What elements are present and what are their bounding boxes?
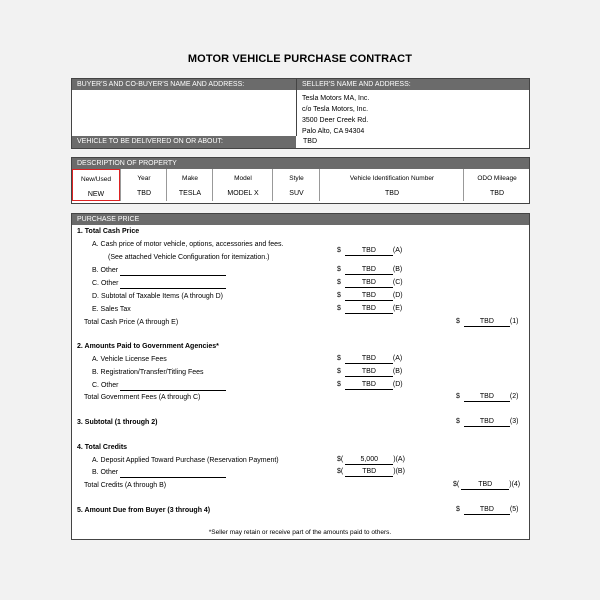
s5-value[interactable]: TBD — [464, 505, 510, 515]
s4-b-amount — [337, 467, 405, 477]
s1-b-value[interactable]: TBD — [345, 265, 393, 275]
s4-a-label: A. Deposit Applied Toward Purchase (Reservation Payment) — [92, 457, 279, 464]
s4-a-amount — [337, 455, 405, 465]
s4-title: 4. Total Credits — [77, 444, 128, 451]
s1-c-value[interactable]: TBD — [345, 278, 393, 288]
s1-c-label — [92, 279, 226, 289]
property-value-year: TBD — [137, 190, 151, 197]
s4-b-tag: )(B) — [393, 468, 405, 475]
s4-total-label: Total Credits (A through B) — [84, 482, 167, 489]
seller-line: 3500 Deer Creek Rd. — [302, 117, 369, 124]
s3-title: 3. Subtotal (1 through 2) — [77, 419, 158, 426]
s1-a2-label: (See attached Vehicle Configuration for itemization.) — [108, 254, 270, 261]
s3-amount — [456, 417, 518, 427]
dollar-sign: $( — [453, 481, 460, 488]
s5-title: 5. Amount Due from Buyer (3 through 4) — [77, 507, 211, 514]
s1-b-tag: (B) — [392, 266, 403, 273]
s2-c-text: C. Other — [92, 382, 119, 389]
dollar-sign: $ — [337, 355, 341, 362]
dollar-sign: $ — [337, 247, 341, 254]
s3-value[interactable]: TBD — [464, 417, 510, 427]
s4-a-value[interactable]: 5,000 — [345, 455, 393, 465]
dollar-sign: $( — [337, 456, 344, 463]
s4-b-label — [92, 468, 226, 478]
s4-b-value[interactable]: TBD — [345, 467, 393, 477]
property-header-make: Make — [182, 175, 198, 182]
s4-total-amount — [453, 480, 520, 490]
s2-a-amount — [337, 354, 402, 364]
s1-a-amount — [337, 246, 402, 256]
property-year — [120, 169, 167, 201]
s2-a-tag: (A) — [392, 355, 403, 362]
s1-e-tag: (E) — [392, 305, 403, 312]
s4-total-value[interactable]: TBD — [461, 480, 509, 490]
s1-d-amount — [337, 291, 403, 301]
s1-c-blank[interactable] — [120, 279, 226, 289]
property-vin — [319, 169, 464, 201]
s2-a-label: A. Vehicle License Fees — [92, 356, 167, 363]
s1-e-amount — [337, 304, 402, 314]
s1-total-amount — [456, 317, 518, 327]
s2-b-value[interactable]: TBD — [345, 367, 393, 377]
purchase-header: PURCHASE PRICE — [72, 214, 529, 225]
s2-c-tag: (D) — [392, 381, 403, 388]
s1-total-tag: (1) — [509, 318, 519, 325]
s2-total-value[interactable]: TBD — [464, 392, 510, 402]
s1-a-value[interactable]: TBD — [345, 246, 393, 256]
s1-b-amount — [337, 265, 402, 275]
s2-title: 2. Amounts Paid to Government Agencies* — [77, 343, 219, 350]
property-style — [272, 169, 320, 201]
property-header-newused: New/Used — [81, 176, 111, 183]
s3-tag: (3) — [509, 418, 519, 425]
dollar-sign: $ — [456, 318, 460, 325]
s2-b-label: B. Registration/Transfer/Titling Fees — [92, 369, 204, 376]
delivery-box — [71, 136, 530, 149]
s1-d-value[interactable]: TBD — [345, 291, 393, 301]
property-odo — [463, 169, 530, 201]
delivery-value: TBD — [303, 138, 317, 145]
buyer-header: BUYER'S AND CO-BUYER'S NAME AND ADDRESS: — [72, 79, 296, 90]
page-title: MOTOR VEHICLE PURCHASE CONTRACT — [187, 53, 413, 65]
property-value-model: MODEL X — [227, 190, 259, 197]
s1-c-tag: (C) — [392, 279, 403, 286]
s1-c-amount — [337, 278, 403, 288]
s2-b-tag: (B) — [392, 368, 403, 375]
dollar-sign: $ — [337, 292, 341, 299]
property-value-newused: NEW — [87, 191, 105, 198]
property-newused — [72, 169, 120, 201]
footnote: *Seller may retain or receive part of the amounts paid to others. — [208, 529, 392, 536]
dollar-sign: $ — [337, 381, 341, 388]
dollar-sign: $ — [456, 418, 460, 425]
property-box — [71, 157, 530, 204]
s1-c-text: C. Other — [92, 280, 119, 287]
dollar-sign: $( — [337, 468, 344, 475]
property-header-year: Year — [137, 175, 151, 182]
s2-c-value[interactable]: TBD — [345, 380, 393, 390]
s2-total-label: Total Government Fees (A through C) — [84, 394, 201, 401]
s4-b-blank[interactable] — [120, 468, 226, 478]
s1-a-tag: (A) — [392, 247, 403, 254]
s4-a-tag: )(A) — [393, 456, 405, 463]
s5-tag: (5) — [509, 506, 519, 513]
s2-total-tag: (2) — [509, 393, 519, 400]
property-value-odo: TBD — [490, 190, 504, 197]
seller-line: Tesla Motors MA, Inc. — [302, 95, 370, 102]
s1-d-label: D. Subtotal of Taxable Items (A through D) — [92, 293, 223, 300]
property-header-style: Style — [289, 175, 304, 182]
s4-total-tag: )(4) — [509, 481, 521, 488]
dollar-sign: $ — [456, 506, 460, 513]
s2-c-amount — [337, 380, 403, 390]
s2-total-amount — [456, 392, 518, 402]
delivery-label: VEHICLE TO BE DELIVERED ON OR ABOUT: — [72, 136, 296, 148]
s2-c-label — [92, 381, 226, 391]
property-header-model: Model — [234, 175, 252, 182]
s2-a-value[interactable]: TBD — [345, 354, 393, 364]
s1-total-label: Total Cash Price (A through E) — [84, 319, 179, 326]
s2-b-amount — [337, 367, 402, 377]
s1-e-value[interactable]: TBD — [345, 304, 393, 314]
seller-header: SELLER'S NAME AND ADDRESS: — [297, 79, 529, 90]
seller-line: Palo Alto, CA 94304 — [302, 128, 365, 135]
s1-b-blank[interactable] — [120, 266, 226, 276]
s1-a-label: A. Cash price of motor vehicle, options, accessories and fees. — [92, 241, 284, 248]
s4-b-text: B. Other — [92, 469, 119, 476]
property-header-vin: Vehicle Identification Number — [349, 175, 435, 182]
property-make — [166, 169, 213, 201]
s1-b-label — [92, 266, 226, 276]
s5-amount — [456, 505, 518, 515]
dollar-sign: $ — [337, 305, 341, 312]
s1-d-tag: (D) — [392, 292, 403, 299]
s1-e-label: E. Sales Tax — [92, 306, 131, 313]
s1-title: 1. Total Cash Price — [77, 228, 140, 235]
property-value-make: TESLA — [178, 190, 202, 197]
property-value-vin: TBD — [385, 190, 399, 197]
dollar-sign: $ — [337, 368, 341, 375]
property-header: DESCRIPTION OF PROPERTY — [72, 158, 529, 169]
property-header-odo: ODO Mileage — [477, 175, 517, 182]
s2-c-blank[interactable] — [120, 381, 226, 391]
s1-total-value[interactable]: TBD — [464, 317, 510, 327]
dollar-sign: $ — [337, 279, 341, 286]
seller-line: c/o Tesla Motors, Inc. — [302, 106, 369, 113]
dollar-sign: $ — [456, 393, 460, 400]
s1-b-text: B. Other — [92, 267, 119, 274]
property-value-style: SUV — [289, 190, 304, 197]
dollar-sign: $ — [337, 266, 341, 273]
property-model — [212, 169, 273, 201]
